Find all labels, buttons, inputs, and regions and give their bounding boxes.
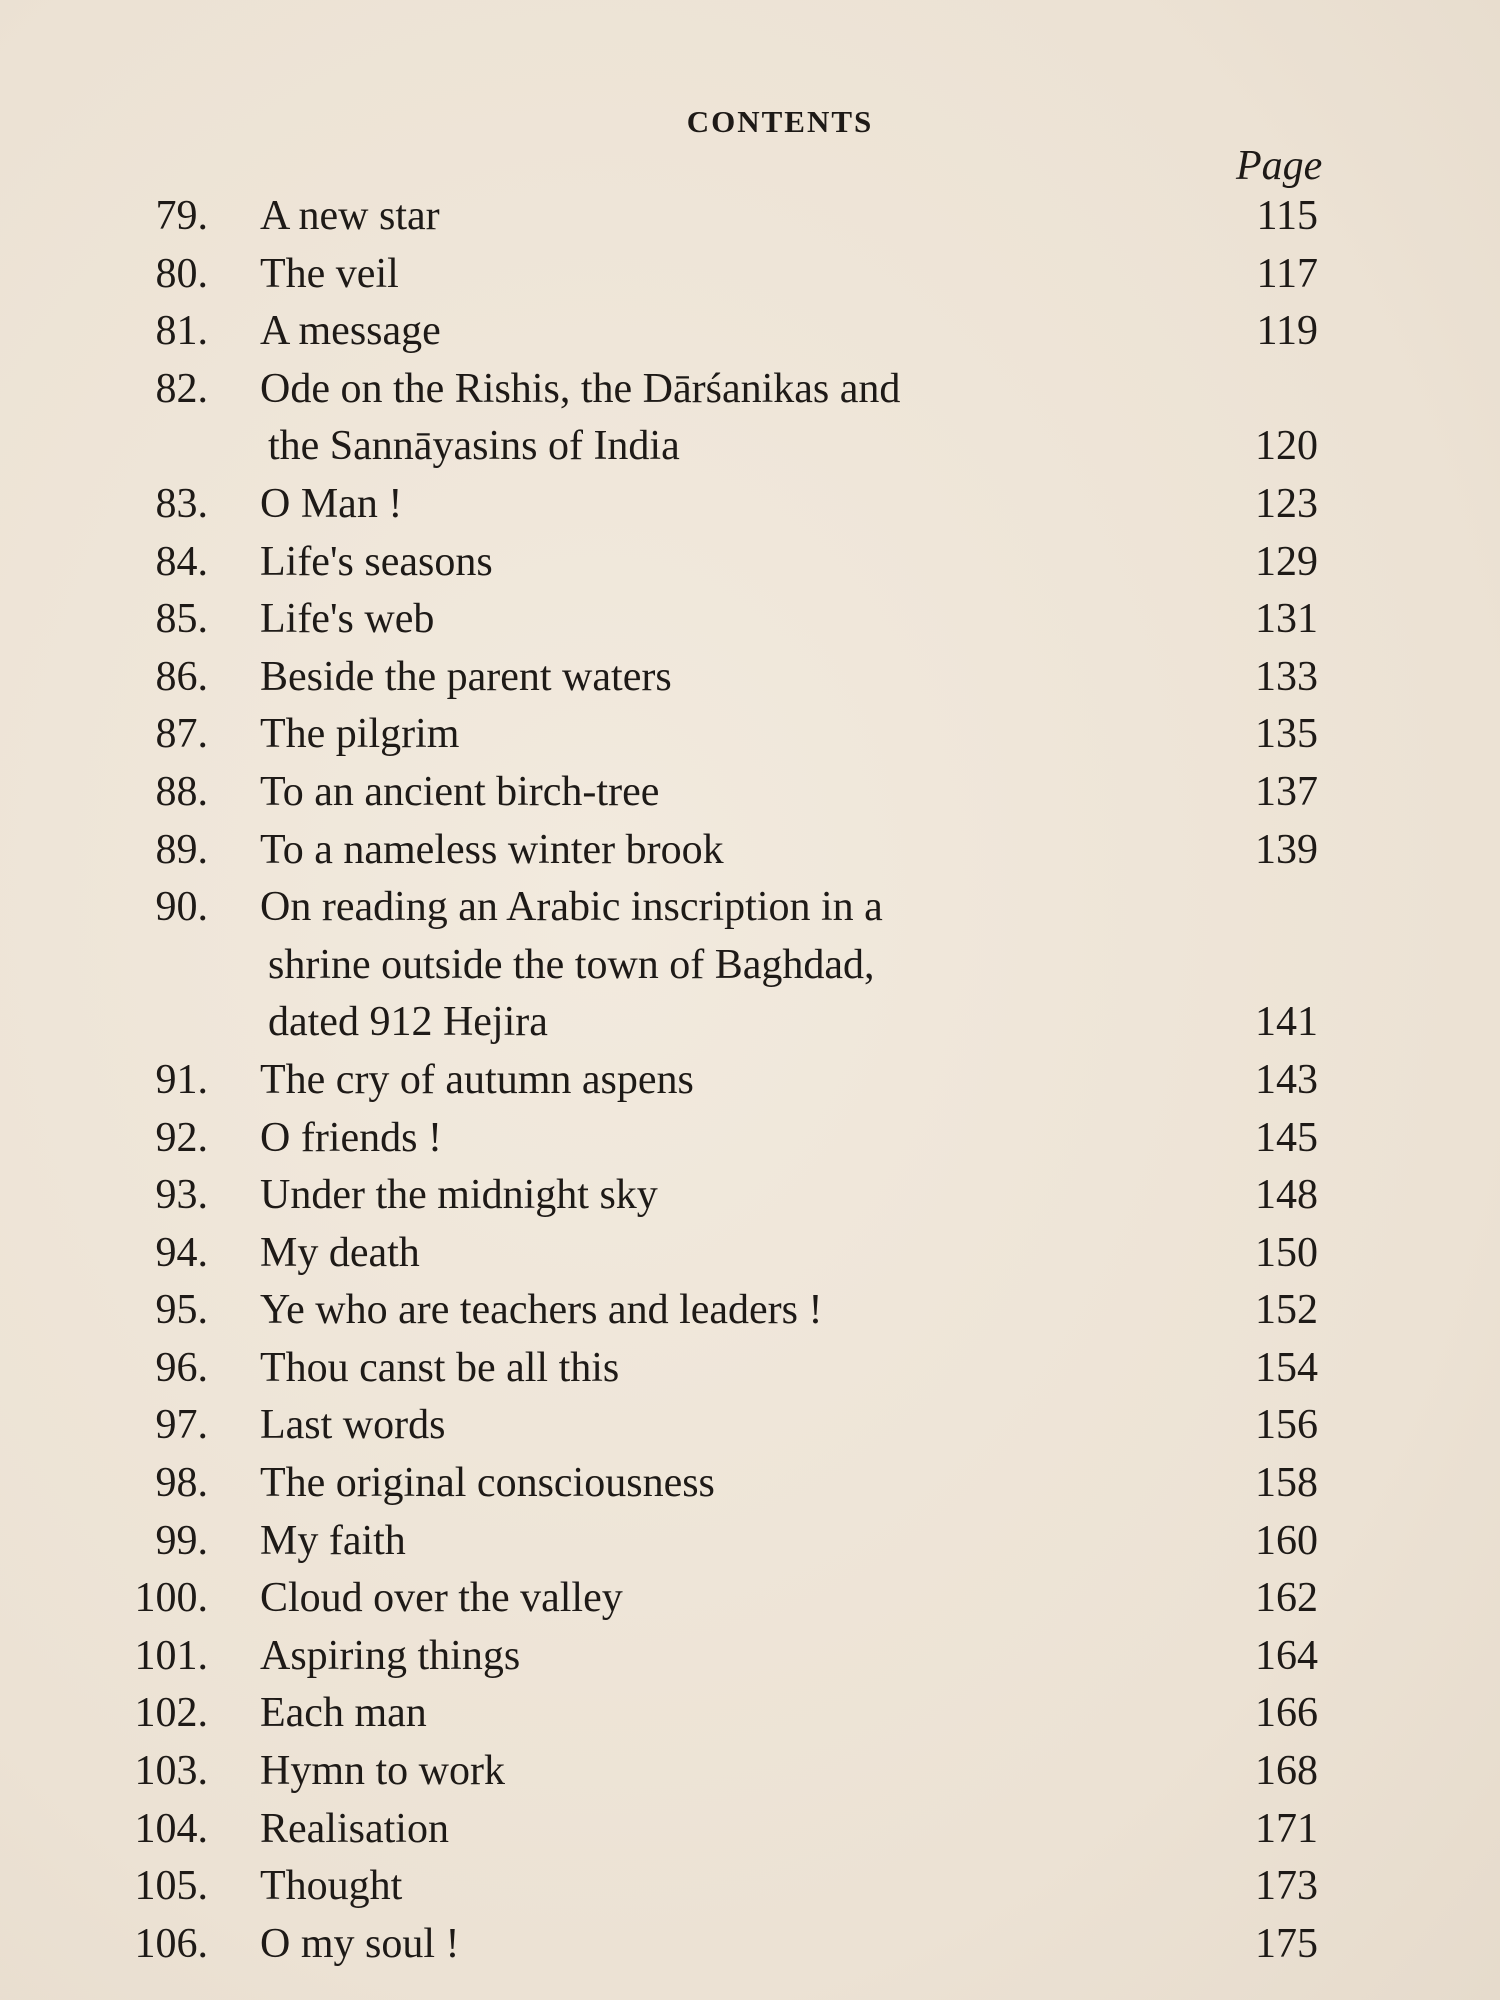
entry-page-number: 143 <box>1255 1056 1318 1103</box>
contents-entry <box>0 1513 1500 1571</box>
entry-title-line: My faith <box>260 1517 406 1564</box>
entry-page-number: 145 <box>1255 1114 1318 1161</box>
entry-title <box>260 361 1160 476</box>
entry-title <box>260 591 1160 649</box>
entry-page-number: 115 <box>1256 193 1318 239</box>
entry-page-number: 162 <box>1255 1575 1318 1622</box>
entry-page-number: 129 <box>1255 538 1318 585</box>
entry-title <box>260 1513 1160 1571</box>
entry-number: 96. <box>155 1344 208 1391</box>
entry-page-number: 135 <box>1255 711 1318 758</box>
entry-page-number: 117 <box>1256 250 1318 297</box>
entry-number: 101. <box>134 1632 208 1679</box>
entry-title <box>260 879 1160 1052</box>
entry-title-line: My death <box>260 1229 420 1276</box>
contents-entry <box>0 1685 1500 1743</box>
entry-title-line: O friends ! <box>260 1114 442 1161</box>
page-column-label: Page <box>1236 143 1323 189</box>
entry-title-line: The pilgrim <box>260 711 460 758</box>
entry-number: 103. <box>134 1748 208 1795</box>
entry-title <box>260 1340 1160 1398</box>
entry-title <box>260 1455 1160 1513</box>
entry-page-number: 158 <box>1255 1460 1318 1507</box>
entry-title-line: O my soul ! <box>260 1920 460 1967</box>
entry-title <box>260 534 1160 592</box>
entry-title-line: Realisation <box>260 1805 449 1852</box>
entry-number: 100. <box>134 1575 208 1622</box>
entry-title <box>260 188 1160 246</box>
entry-title-line: Beside the parent waters <box>260 653 672 700</box>
entry-page-number: 154 <box>1255 1344 1318 1391</box>
contents-entry <box>0 1052 1500 1110</box>
entry-number: 95. <box>155 1287 208 1334</box>
contents-entry <box>0 591 1500 649</box>
entry-page-number: 164 <box>1255 1632 1318 1679</box>
entry-page-number: 148 <box>1255 1172 1318 1219</box>
entry-title-line: The cry of autumn aspens <box>260 1056 694 1103</box>
entry-title-line: Under the midnight sky <box>260 1172 658 1219</box>
entry-number: 105. <box>134 1863 208 1910</box>
contents-entry <box>0 534 1500 592</box>
entry-page-number: 133 <box>1255 653 1318 700</box>
entry-title-line: Each man <box>260 1690 427 1737</box>
entry-page-number: 141 <box>1255 999 1318 1046</box>
entry-title-line: O Man ! <box>260 480 403 527</box>
entry-title <box>260 649 1160 707</box>
entry-number: 93. <box>155 1172 208 1219</box>
entry-number: 97. <box>155 1402 208 1449</box>
entry-page-number: 171 <box>1255 1805 1318 1852</box>
entry-title <box>260 476 1160 534</box>
contents-list <box>0 188 1500 1973</box>
contents-entry <box>0 476 1500 534</box>
entry-title-line: shrine outside the town of Baghdad, <box>268 941 875 988</box>
entry-page-number: 131 <box>1255 596 1318 643</box>
entry-number: 83. <box>155 480 208 527</box>
entry-title <box>260 1225 1160 1283</box>
entry-page-number: 137 <box>1255 768 1318 815</box>
entry-title-line: Ye who are teachers and leaders ! <box>260 1287 823 1334</box>
entry-title <box>260 1628 1160 1686</box>
entry-title-line: The original consciousness <box>260 1460 715 1507</box>
entry-number: 91. <box>155 1056 208 1103</box>
entry-number: 80. <box>155 250 208 297</box>
entry-number: 98. <box>155 1460 208 1507</box>
contents-entry <box>0 706 1500 764</box>
entry-page-number: 152 <box>1255 1287 1318 1334</box>
contents-entry <box>0 1570 1500 1628</box>
entry-page-number: 139 <box>1255 826 1318 873</box>
entry-title <box>260 303 1160 361</box>
entry-number: 99. <box>155 1517 208 1564</box>
entry-title <box>260 1858 1160 1916</box>
contents-entry <box>0 764 1500 822</box>
entry-title <box>260 706 1160 764</box>
entry-title-line: Life's web <box>260 596 435 643</box>
contents-entry <box>0 1225 1500 1283</box>
entry-title-line: Life's seasons <box>260 538 493 585</box>
contents-entry <box>0 1628 1500 1686</box>
entry-title <box>260 1685 1160 1743</box>
entry-title <box>260 1916 1160 1974</box>
contents-entry <box>0 1743 1500 1801</box>
entry-title <box>260 1743 1160 1801</box>
entry-title-line: A message <box>260 308 441 355</box>
entry-title <box>260 822 1160 880</box>
entry-title-line: dated 912 Hejira <box>268 999 548 1046</box>
entry-title-line: To an ancient birch-tree <box>260 768 660 815</box>
entry-page-number: 123 <box>1255 480 1318 527</box>
entry-number: 102. <box>134 1690 208 1737</box>
entry-page-number: 150 <box>1255 1229 1318 1276</box>
contents-entry <box>0 188 1500 246</box>
contents-entry <box>0 361 1500 476</box>
entry-title <box>260 1397 1160 1455</box>
contents-entry <box>0 246 1500 304</box>
contents-entry <box>0 1110 1500 1168</box>
entry-title-line: Last words <box>260 1402 446 1449</box>
contents-entry <box>0 822 1500 880</box>
entry-number: 106. <box>134 1920 208 1967</box>
contents-entry <box>0 1916 1500 1974</box>
contents-entry <box>0 303 1500 361</box>
entry-number: 90. <box>155 884 208 931</box>
entry-title <box>260 1570 1160 1628</box>
entry-title-line: the Sannāyasins of India <box>268 423 680 470</box>
entry-title-line: Aspiring things <box>260 1632 521 1679</box>
entry-number: 84. <box>155 538 208 585</box>
entry-title-line: A new star <box>260 193 440 239</box>
entry-title-line: On reading an Arabic inscription in a <box>260 884 883 931</box>
entry-number: 89. <box>155 826 208 873</box>
contents-entry <box>0 1397 1500 1455</box>
entry-number: 104. <box>134 1805 208 1852</box>
entry-title-line: Ode on the Rishis, the Dārśanikas and <box>260 365 901 412</box>
entry-page-number: 173 <box>1255 1863 1318 1910</box>
entry-page-number: 156 <box>1255 1402 1318 1449</box>
entry-page-number: 175 <box>1255 1920 1318 1967</box>
entry-title <box>260 1052 1160 1110</box>
contents-entry <box>0 879 1500 1052</box>
contents-entry <box>0 649 1500 707</box>
entry-number: 86. <box>155 653 208 700</box>
entry-title-line: The veil <box>260 250 399 297</box>
entry-title-line: To a nameless winter brook <box>260 826 724 873</box>
entry-title <box>260 1801 1160 1859</box>
entry-number: 88. <box>155 768 208 815</box>
entry-title-line: Hymn to work <box>260 1748 505 1795</box>
entry-number: 85. <box>155 596 208 643</box>
contents-entry <box>0 1167 1500 1225</box>
entry-title <box>260 764 1160 822</box>
contents-entry <box>0 1801 1500 1859</box>
entry-number: 94. <box>155 1229 208 1276</box>
entry-number: 79. <box>155 193 208 239</box>
entry-number: 82. <box>155 365 208 412</box>
entry-title-line: Thou canst be all this <box>260 1344 620 1391</box>
entry-page-number: 168 <box>1255 1748 1318 1795</box>
entry-title <box>260 1282 1160 1340</box>
entry-number: 81. <box>155 308 208 355</box>
entry-title-line: Cloud over the valley <box>260 1575 623 1622</box>
entry-title <box>260 1110 1160 1168</box>
entry-title <box>260 1167 1160 1225</box>
contents-entry <box>0 1858 1500 1916</box>
entry-title <box>260 246 1160 304</box>
entry-number: 92. <box>155 1114 208 1161</box>
entry-page-number: 119 <box>1256 308 1318 355</box>
entry-number: 87. <box>155 711 208 758</box>
entry-page-number: 160 <box>1255 1517 1318 1564</box>
entry-title-line: Thought <box>260 1863 403 1910</box>
page-heading: CONTENTS <box>686 104 874 139</box>
contents-entry <box>0 1455 1500 1513</box>
contents-entry <box>0 1340 1500 1398</box>
entry-page-number: 166 <box>1255 1690 1318 1737</box>
contents-entry <box>0 1282 1500 1340</box>
entry-page-number: 120 <box>1255 423 1318 470</box>
